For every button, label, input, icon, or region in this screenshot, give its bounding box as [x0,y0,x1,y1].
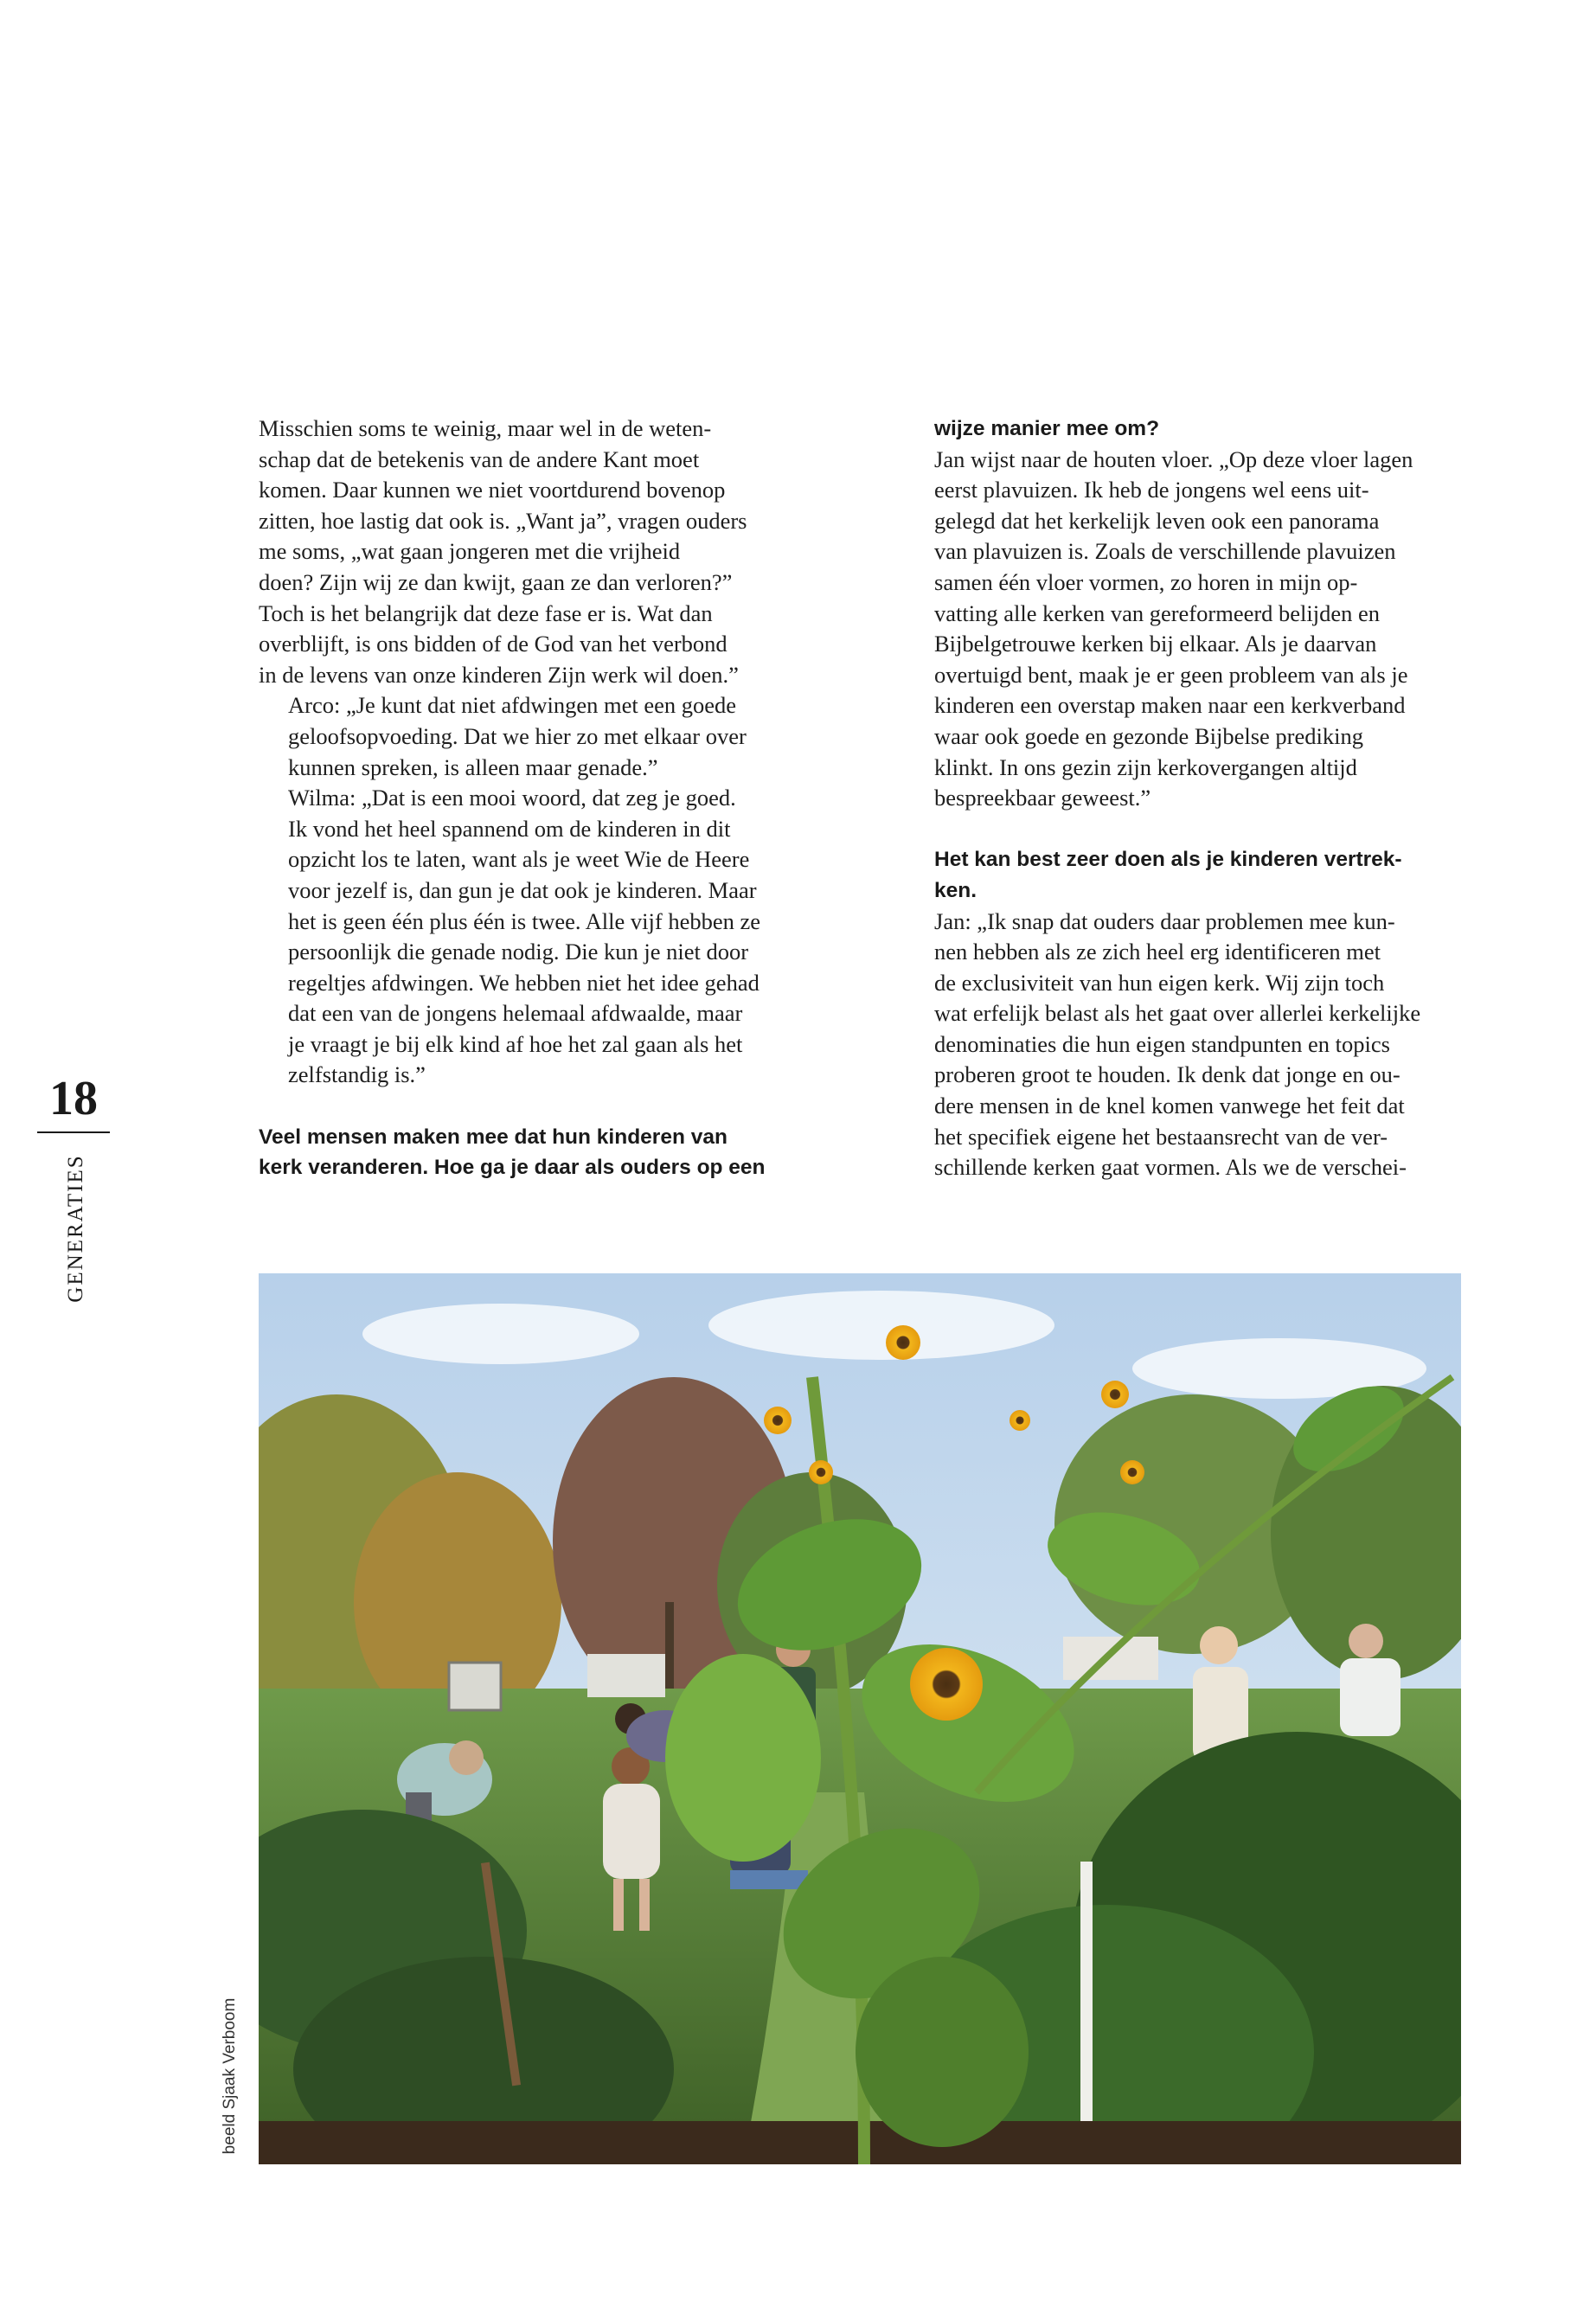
article-column-left [259,413,786,1183]
text-line: Het kan best zeer doen als je kinderen vertrek- [934,848,1402,872]
text-line: Jan wijst naar de houten vloer. „Op deze vloer lagen [934,445,1413,472]
right-column-paragraph [934,907,1462,1183]
text-line: doen? Zijn wij ze dan kwijt, gaan ze dan verloren?” [259,568,733,595]
right-column-heading [934,413,1462,445]
left-column-heading [259,1122,786,1183]
text-line: wat erfelijk belast als het gaat over allerlei kerkelijke [934,1000,1421,1027]
text-line: ken. [934,878,977,902]
text-line: waar ook goede en gezonde Bijbelse prediking [934,722,1363,749]
text-line: Jan: „Ik snap dat ouders daar problemen mee kun- [934,907,1395,934]
text-line: samen één vloer vormen, zo horen in mijn op- [934,568,1358,595]
text-line: wijze manier mee om? [934,417,1160,440]
text-line: Misschien soms te weinig, maar wel in de weten- [259,415,712,441]
text-line: de exclusiviteit van hun eigen kerk. Wij zijn toch [934,969,1385,996]
text-line: overblijft, is ons bidden of de God van het verbond [259,631,727,657]
section-label: GENERATIES [64,1154,87,1303]
text-line: regeltjes afdwingen. We hebben niet het idee gehad [288,969,760,996]
left-column-paragraph [259,413,786,690]
text-line: Wilma: „Dat is een mooi woord, dat zeg je goed. [288,785,736,811]
garden-photo [259,1273,1461,2164]
text-line: nen hebben als ze zich heel erg identificeren met [934,939,1381,965]
text-line: geloofsopvoeding. Dat we hier zo met elkaar over [288,722,747,749]
text-line: eerst plavuizen. Ik heb de jongens wel eens uit- [934,477,1369,503]
text-line: komen. Daar kunnen we niet voortdurend bovenop [259,477,726,503]
right-column-heading [934,844,1462,906]
article-column-right [934,413,1462,1183]
photo-credit: beeld Sjaak Verboom [221,1997,239,2155]
text-line: denominaties die hun eigen standpunten en topics [934,1030,1390,1057]
text-line: zitten, hoe lastig dat ook is. „Want ja”, vragen ouders [259,507,747,534]
text-line: Arco: „Je kunt dat niet afdwingen met een goede [288,692,737,719]
text-line: dere mensen in de knel komen vanwege het feit dat [934,1093,1405,1119]
text-line: Ik vond het heel spannend om de kinderen in dit [288,815,731,842]
right-column-paragraph [934,445,1462,814]
text-line: Veel mensen maken mee dat hun kinderen van [259,1125,727,1149]
text-line: persoonlijk die genade nodig. Die kun je niet door [288,939,749,965]
text-line: schap dat de betekenis van de andere Kant moet [259,445,700,472]
text-line: van plavuizen is. Zoals de verschillende plavuizen [934,538,1396,565]
text-line: dat een van de jongens helemaal afdwaalde, maar [288,1000,743,1027]
left-column-paragraph [259,783,786,1091]
text-line: overtuigd bent, maak je er geen probleem van als je [934,661,1408,688]
text-line: zelfstandig is.” [288,1061,426,1088]
text-line: bespreekbaar geweest.” [934,785,1151,811]
text-line: het specifiek eigene het bestaansrecht van de ver- [934,1123,1388,1150]
left-column-paragraph [259,690,786,783]
paragraph-gap [259,1091,786,1122]
text-line: het is geen één plus één is twee. Alle vijf hebben ze [288,907,761,934]
text-line: schillende kerken gaat vormen. Als we de verschei- [934,1154,1407,1181]
text-line: Toch is het belangrijk dat deze fase er is. Wat dan [259,599,713,626]
text-line: vatting alle kerken van gereformeerd belijden en [934,599,1381,626]
text-line: kunnen spreken, is alleen maar genade.” [288,753,658,780]
text-line: proberen groot te houden. Ik denk dat jonge en ou- [934,1061,1401,1088]
text-line: in de levens van onze kinderen Zijn werk wil doen.” [259,661,739,688]
text-line: opzicht los te laten, want als je weet Wie de Heere [288,846,750,873]
text-line: Bijbelgetrouwe kerken bij elkaar. Als je daarvan [934,631,1377,657]
folio [35,1073,112,1133]
garden-photo-illustration [259,1273,1461,2164]
text-line: je vraagt je bij elk kind af hoe het zal gaan als het [288,1030,743,1057]
text-line: voor jezelf is, dan gun je dat ook je kinderen. Maar [288,876,757,903]
text-line: gelegd dat het kerkelijk leven ook een panorama [934,507,1380,534]
text-line: kerk veranderen. Hoe ga je daar als ouders op een [259,1156,766,1180]
text-line: klinkt. In ons gezin zijn kerkovergangen altijd [934,753,1357,780]
text-line: me soms, „wat gaan jongeren met die vrijheid [259,538,681,565]
page-number: 18 [49,1072,98,1125]
paragraph-gap [934,814,1462,845]
text-line: kinderen een overstap maken naar een kerkverband [934,692,1406,719]
folio-rule [37,1131,110,1133]
